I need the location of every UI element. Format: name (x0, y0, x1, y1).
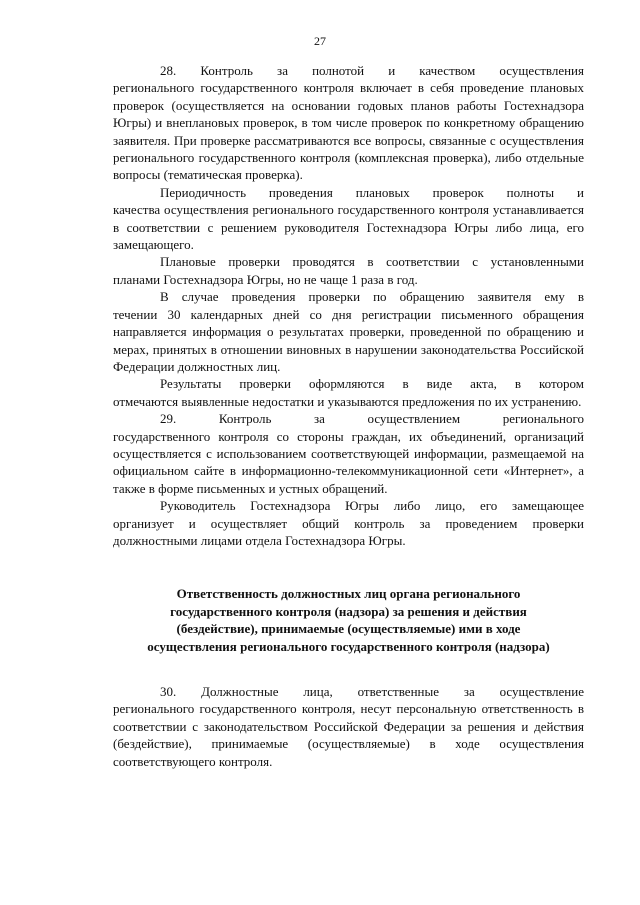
heading-line: осуществления регионального государственного контроля (надзора) (147, 638, 550, 654)
paragraph-first-line: 28. Контроль за полнотой и качеством осуществления (160, 63, 584, 78)
paragraph-28 (113, 62, 584, 184)
paragraph-first-line: Периодичность проведения плановых проверок полноты и (160, 184, 584, 200)
paragraph-first-line: Результаты проверки оформляются в виде акта, в котором (160, 376, 584, 392)
paragraph-29 (113, 410, 584, 497)
paragraph-periodicity (113, 184, 584, 254)
paragraph-head-of-agency (113, 497, 584, 549)
paragraph-text: отмечаются выявленные недостатки и указываются предложения по их устранению. (113, 393, 582, 409)
paragraph-applicant-inspection (113, 288, 584, 375)
section-after-heading (113, 683, 584, 770)
paragraph-30 (113, 683, 584, 770)
paragraph-text: организует и осуществляет общий контроль за проведением проверки должностными лицами отдела Гостехнадзора Югры. (113, 515, 584, 548)
paragraph-text: качества осуществления регионального государственного контроля устанавливается в соответствии с решением руководителя Гостехнадзора Югры либо лица, его замещающего. (113, 202, 584, 253)
page-number: 27 (314, 34, 326, 48)
paragraph-first-line: Плановые проверки проводятся в соответствии с установленными (160, 254, 584, 270)
paragraph-first-line: Руководитель Гостехнадзора Югры либо лицо, его замещающее (160, 498, 584, 514)
paragraph-text: государственного контроля со стороны граждан, их объединений, организаций осуществляется с использованием соответствующей информации, размещаемой на официальном сайте в информационно-телекоммуникационной сети «Интернет», а также в форме письменных и устных обращений. (113, 428, 584, 496)
paragraph-text: течении 30 календарных дней со дня регистрации письменного обращения направляется информация о результатах проверки, проведенной по обращению и мерах, принятых в отношении виновных в нарушении законодательства Российской Федерации должностных лиц. (113, 306, 584, 374)
paragraph-text: регионального государственного контроля включает в себя проведение плановых проверок (осуществляется на основании годовых планов работы Гостехнадзора Югры) и внеплановых проверок, в том числе проверок по конкретному обращению заявителя. При проверке рассматриваются все вопросы, связанные с осуществления регионального государственного контроля (комплексная проверка), либо отдельные вопросы (тематическая проверка). (113, 80, 584, 183)
paragraph-text: планами Гостехнадзора Югры, но не чаще 1 раза в год. (113, 271, 418, 287)
paragraph-inspection-results (113, 375, 584, 410)
paragraph-first-line: В случае проведения проверки по обращению заявителя ему в (160, 289, 584, 305)
section-before-heading (113, 62, 584, 549)
heading-line: Ответственность должностных лиц органа регионального (176, 586, 521, 602)
paragraph-planned-inspections (113, 253, 584, 288)
paragraph-first-line: 30. Должностные лица, ответственные за осуществление (160, 684, 584, 699)
section-heading (113, 585, 584, 655)
heading-line: (бездействие), принимаемые (осуществляемые) ими в ходе (176, 621, 521, 637)
document-body (113, 62, 584, 770)
paragraph-first-line: 29. Контроль за осуществлением регионального (160, 411, 584, 427)
paragraph-text: регионального государственного контроля, несут персональную ответственность в соответствии с законодательством Российской Федерации за решения и действия (бездействие), принимаемые (осуществляемые) в ходе осуществления соответствующего контроля. (113, 701, 584, 769)
heading-line: государственного контроля (надзора) за решения и действия (170, 603, 527, 619)
